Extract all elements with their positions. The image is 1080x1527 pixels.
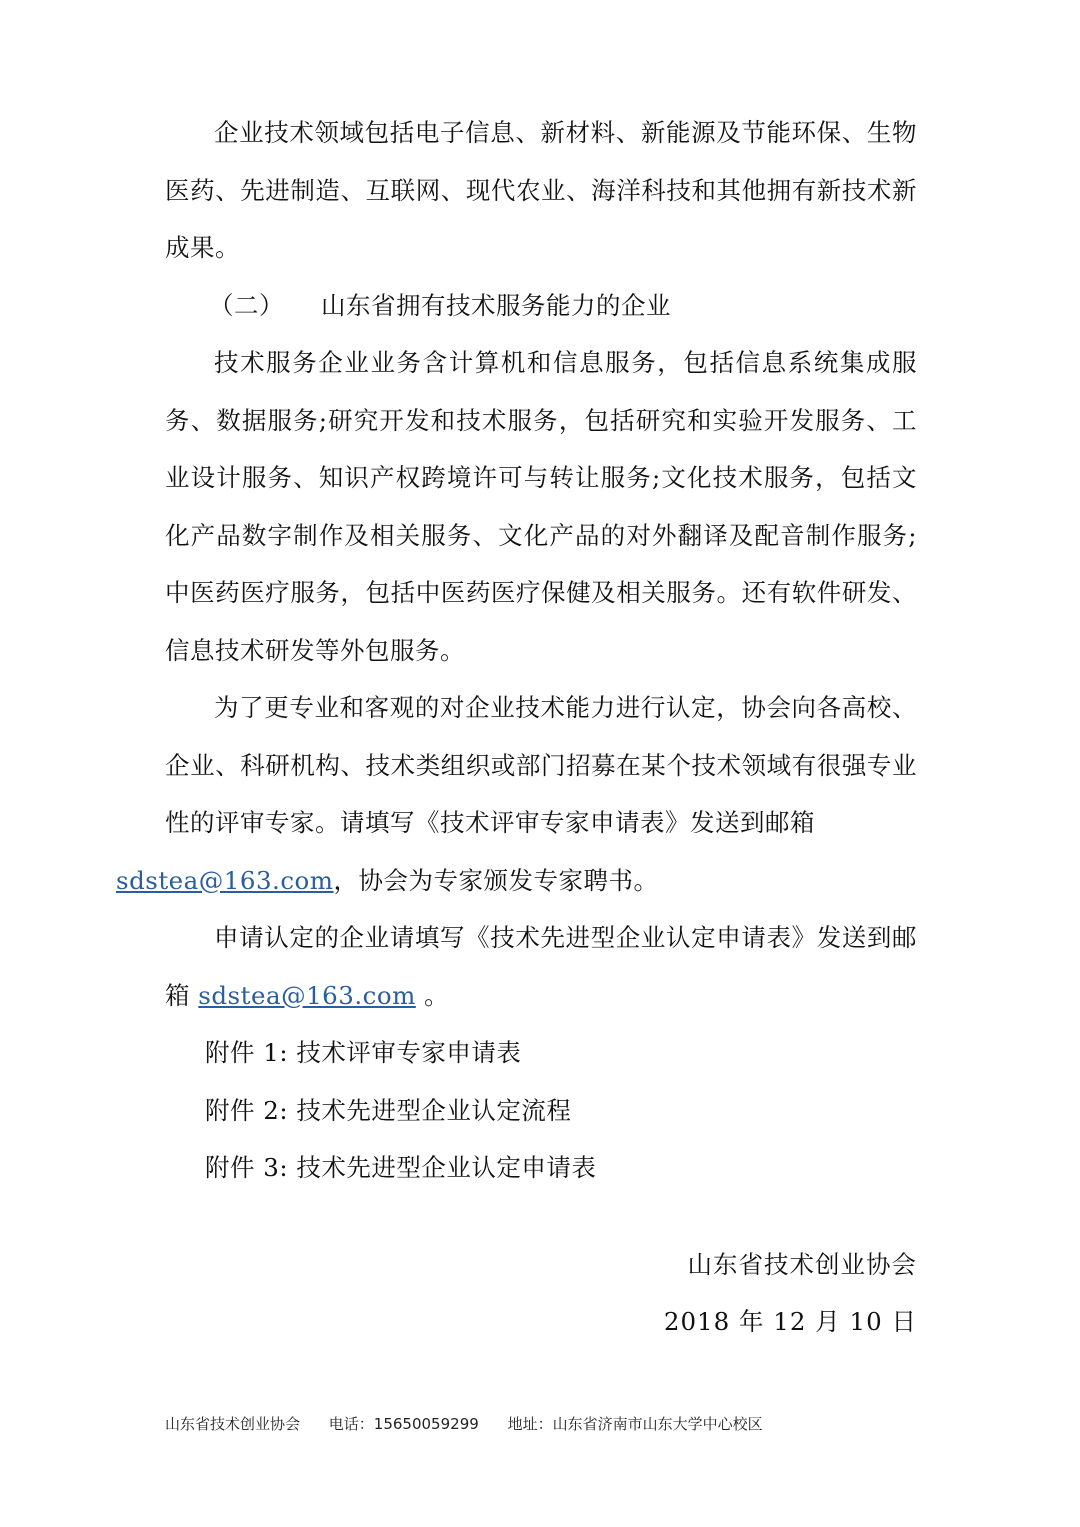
- email-link[interactable]: sdstea@163.com: [198, 980, 416, 1010]
- signature-date: 2018 年 12 月 10 日: [663, 1307, 917, 1336]
- paragraph-tech-services: 技术服务企业业务含计算机和信息服务，包括信息系统集成服务、数据服务;研究开发和技术服务，包括研究和实验开发服务、工业设计服务、知识产权跨境许可与转让服务;文化技术服务，包括文化产品数字制作及相关服务、文化产品的对外翻译及配音制作服务;中医药医疗服务，包括中医药医疗保健及相关服务。还有软件研发、信息技术研发等外包服务。: [165, 348, 917, 665]
- page-footer: [165, 1413, 787, 1434]
- paragraph-expert-recruit: [116, 679, 917, 909]
- section-heading: [165, 277, 917, 335]
- paragraph-tech-fields: 企业技术领域包括电子信息、新材料、新能源及节能环保、生物医药、先进制造、互联网、现代农业、海洋科技和其他拥有新技术新成果。: [165, 118, 917, 262]
- application-text: 申请认定的企业请填写《技术先进型企业认定申请表》发送到邮箱: [165, 923, 917, 1010]
- email-link[interactable]: sdstea@163.com: [116, 865, 334, 895]
- attachment-item: 附件 2: 技术先进型企业认定流程: [205, 1095, 572, 1125]
- footer-org: 山东省技术创业协会: [165, 1415, 301, 1433]
- section-number: （二）: [209, 290, 284, 320]
- section-title: 山东省拥有技术服务能力的企业: [321, 290, 671, 320]
- application-tail: 。: [415, 980, 450, 1010]
- signature-block: [664, 1236, 917, 1350]
- document-body: [116, 104, 917, 1197]
- expert-recruit-text: 为了更专业和客观的对企业技术能力进行认定，协会向各高校、企业、科研机构、技术类组织或部门招募在某个技术领域有很强专业性的评审专家。请填写《技术评审专家申请表》发送到邮箱: [165, 693, 917, 837]
- footer-address: 地址：山东省济南市山东大学中心校区: [507, 1415, 763, 1433]
- paragraph-application: [165, 909, 917, 1024]
- attachment-item: 附件 1: 技术评审专家申请表: [205, 1038, 522, 1067]
- footer-phone: 电话：15650059299: [328, 1415, 479, 1433]
- attachment-item: 附件 3: 技术先进型企业认定申请表: [205, 1153, 597, 1182]
- signature-org: 山东省技术创业协会: [687, 1250, 917, 1279]
- expert-recruit-tail: ，协会为专家颁发专家聘书。: [333, 865, 659, 895]
